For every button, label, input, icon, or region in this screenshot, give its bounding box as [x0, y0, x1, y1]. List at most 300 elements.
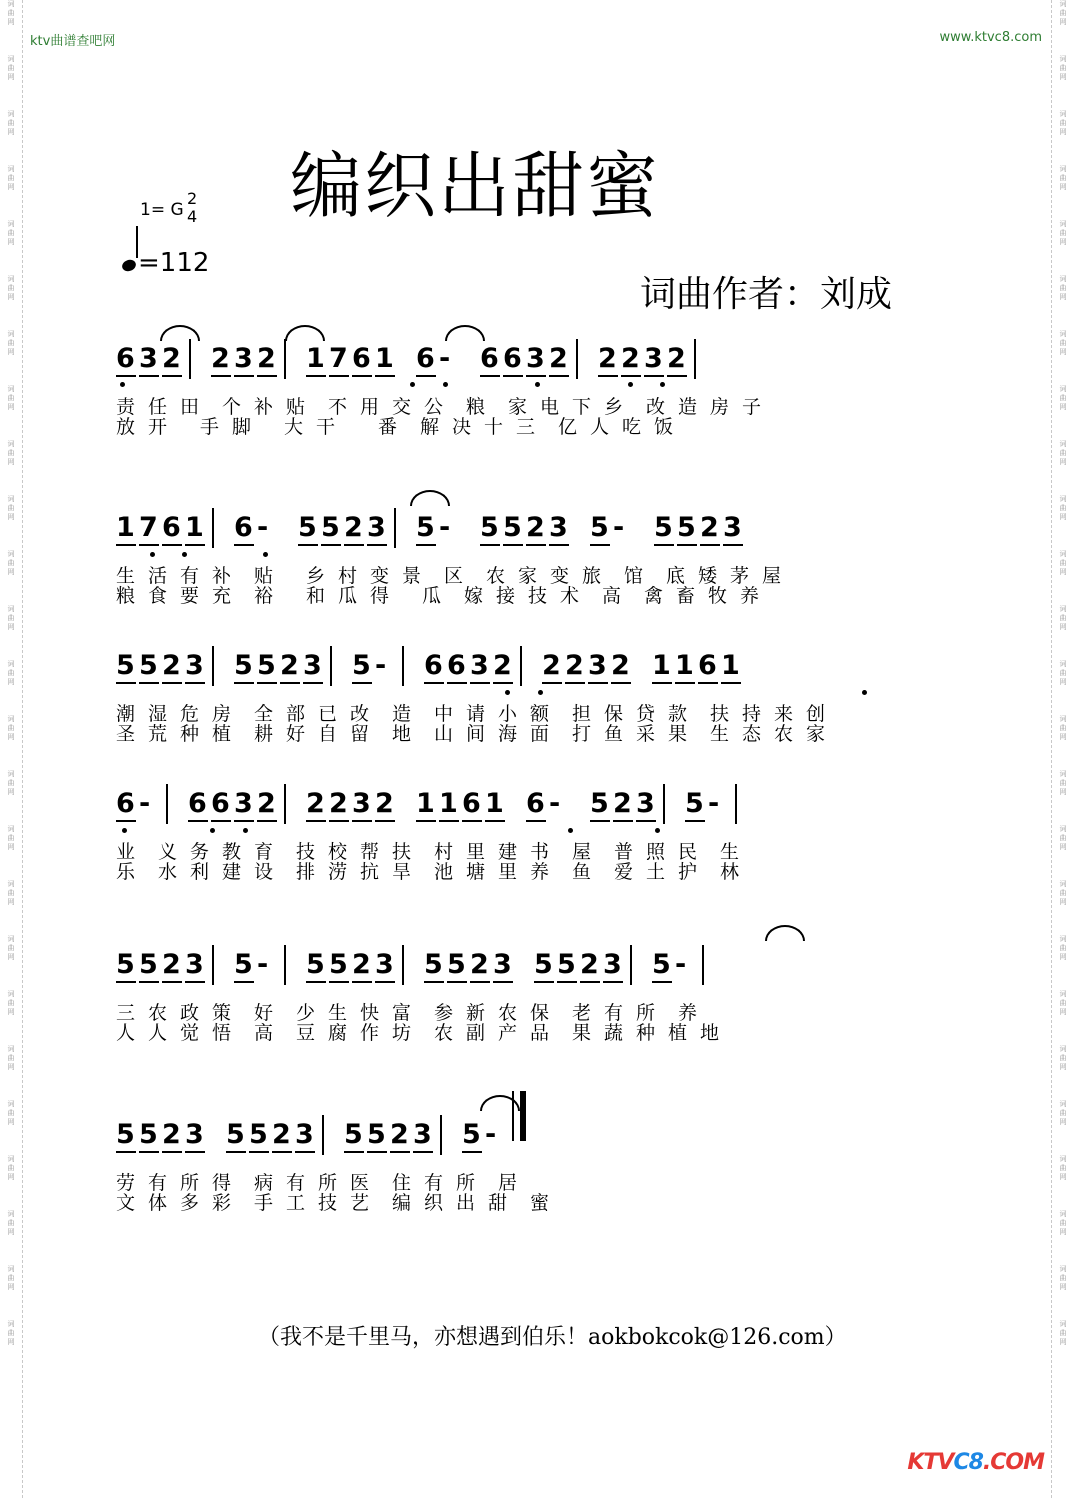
- lyric-char: 参: [434, 1002, 454, 1024]
- note-digit: 6: [526, 788, 545, 819]
- lyric-char: 术: [560, 585, 580, 607]
- lyric-char: 公: [424, 396, 444, 418]
- lyric-char: 排: [296, 861, 316, 883]
- beam-line: [590, 820, 610, 822]
- watermark-text: 词 曲 网: [7, 1320, 15, 1346]
- beam-line: [470, 981, 490, 983]
- lyric-char: 家: [508, 396, 528, 418]
- note-digit: 2: [493, 650, 512, 681]
- lyric-char: 已: [318, 703, 338, 725]
- watermark-text: 词 曲 网: [1059, 220, 1067, 246]
- beam-line: [306, 981, 326, 983]
- lyric-char: 下: [572, 396, 592, 418]
- note-digit: 3: [185, 1119, 204, 1150]
- beam-line: [226, 1151, 246, 1153]
- lyric-char: 面: [530, 723, 550, 745]
- lyric-char: 果: [668, 723, 688, 745]
- note-digit: 1: [416, 788, 435, 819]
- lyric-char: 蜜: [530, 1192, 550, 1214]
- note-digit: 3: [375, 949, 394, 980]
- beam-line: [549, 544, 569, 546]
- beam-line: [188, 820, 208, 822]
- hold-dash: -: [708, 788, 720, 819]
- lyric-char: 海: [498, 723, 518, 745]
- beam-line: [234, 981, 254, 983]
- left-margin-watermark: [0, 0, 23, 1498]
- lyric-char: 饭: [654, 416, 674, 438]
- lyric-char: 决: [452, 416, 472, 438]
- note-digit: 3: [295, 1119, 314, 1150]
- lyric-char: 三: [116, 1002, 136, 1024]
- lyric-char: 生: [116, 565, 136, 587]
- beam-line: [211, 375, 231, 377]
- beam-line: [185, 981, 205, 983]
- lyric-char: 部: [286, 703, 306, 725]
- beam-line: [493, 981, 513, 983]
- watermark-text: 词 曲 网: [7, 990, 15, 1016]
- lyric-char: 房: [212, 703, 232, 725]
- lyric-char: 持: [742, 703, 762, 725]
- watermark-text: 词 曲 网: [1059, 770, 1067, 796]
- note-digit: 6: [162, 512, 181, 543]
- note-digit: 6: [188, 788, 207, 819]
- note-digit: 3: [549, 512, 568, 543]
- lyric-char: 粮: [466, 396, 486, 418]
- lyric-char: 技: [296, 841, 316, 863]
- beam-line: [493, 682, 513, 684]
- lyric-char: 改: [646, 396, 666, 418]
- note-digit: 7: [139, 512, 158, 543]
- octave-dot: [243, 828, 248, 833]
- beam-line: [211, 820, 231, 822]
- octave-dot: [655, 828, 660, 833]
- watermark-text: 词 曲 网: [1059, 935, 1067, 961]
- beam-line: [306, 820, 326, 822]
- beam-line: [542, 682, 562, 684]
- lyric-char: 贷: [636, 703, 656, 725]
- note-digit: 5: [462, 1119, 481, 1150]
- note-digit: 3: [367, 512, 386, 543]
- note-digit: 5: [503, 512, 522, 543]
- lyric-char: 小: [498, 703, 518, 725]
- note-digit: 2: [162, 1119, 181, 1150]
- note-digit: 2: [700, 512, 719, 543]
- lyric-char: 生: [720, 841, 740, 863]
- beam-line: [367, 544, 387, 546]
- watermark-text: 词 曲 网: [1059, 1100, 1067, 1126]
- lyric-char: 改: [350, 703, 370, 725]
- beam-line: [303, 682, 323, 684]
- octave-dot: [660, 382, 665, 387]
- lyric-char: 校: [328, 841, 348, 863]
- lyric-char: 额: [530, 703, 550, 725]
- beam-line: [580, 981, 600, 983]
- watermark-text: 词 曲 网: [7, 660, 15, 686]
- note-digit: 5: [139, 1119, 158, 1150]
- watermark-text: 词 曲 网: [7, 1045, 15, 1071]
- lyric-char: 干: [316, 416, 336, 438]
- note-digit: 5: [677, 512, 696, 543]
- watermark-text: 词 曲 网: [7, 330, 15, 356]
- lyric-char: 土: [646, 861, 666, 883]
- lyric-char: 所: [636, 1002, 656, 1024]
- octave-dot: [150, 552, 155, 557]
- lyric-char: 所: [456, 1172, 476, 1194]
- lyric-char: 技: [318, 1192, 338, 1214]
- lyric-char: 请: [466, 703, 486, 725]
- beam-line: [413, 1151, 433, 1153]
- beam-line: [162, 1151, 182, 1153]
- note-digit: 5: [139, 949, 158, 980]
- watermark-text: 词 曲 网: [1059, 880, 1067, 906]
- watermark-text: 词 曲 网: [7, 55, 15, 81]
- lyric-char: 村: [434, 841, 454, 863]
- beam-line: [613, 820, 633, 822]
- watermark-text: 词 曲 网: [1059, 1045, 1067, 1071]
- lyric-char: 圣: [116, 723, 136, 745]
- note-digit: 5: [139, 650, 158, 681]
- note-digit: 1: [185, 512, 204, 543]
- lyric-char: 工: [286, 1192, 306, 1214]
- lyric-char: 吃: [622, 416, 642, 438]
- octave-dot: [263, 552, 268, 557]
- beam-line: [462, 820, 482, 822]
- note-digit: 7: [329, 343, 348, 374]
- beam-line: [503, 375, 523, 377]
- watermark-text: 词 曲 网: [1059, 0, 1067, 26]
- note-digit: 6: [116, 788, 135, 819]
- lyric-char: 有: [604, 1002, 624, 1024]
- lyric-char: 责: [116, 396, 136, 418]
- watermark-text: 词 曲 网: [7, 440, 15, 466]
- note-digit: 3: [139, 343, 158, 374]
- lyric-char: 放: [116, 416, 136, 438]
- note-digit: 5: [249, 1119, 268, 1150]
- beam-line: [375, 375, 395, 377]
- lyric-char: 有: [180, 565, 200, 587]
- octave-dot: [122, 828, 127, 833]
- octave-dot: [568, 828, 573, 833]
- note-digit: 1: [375, 343, 394, 374]
- lyric-char: 担: [572, 703, 592, 725]
- note-digit: 2: [542, 650, 561, 681]
- lyric-char: 旅: [582, 565, 602, 587]
- octave-dot: [862, 690, 867, 695]
- note-digit: 5: [344, 1119, 363, 1150]
- lyric-char: 义: [158, 841, 178, 863]
- lyric-char: 副: [466, 1022, 486, 1044]
- beam-line: [654, 544, 674, 546]
- lyric-char: 鱼: [572, 861, 592, 883]
- lyric-char: 补: [212, 565, 232, 587]
- lyric-char: 业: [116, 841, 136, 863]
- beam-line: [447, 682, 467, 684]
- tempo-value: =112: [138, 248, 210, 278]
- lyric-char: 体: [148, 1192, 168, 1214]
- octave-dot: [443, 382, 448, 387]
- note-digit: 1: [439, 788, 458, 819]
- lyric-char: 房: [710, 396, 730, 418]
- note-digit: 3: [234, 343, 253, 374]
- hold-dash: -: [613, 512, 625, 543]
- note-digit: 5: [306, 949, 325, 980]
- slur-mark: [410, 490, 450, 506]
- octave-dot: [535, 382, 540, 387]
- note-digit: 2: [613, 788, 632, 819]
- tempo-marking: [122, 248, 209, 278]
- logo-part-a: KTV: [907, 1450, 954, 1475]
- watermark-text: 词 曲 网: [1059, 825, 1067, 851]
- beam-line: [598, 375, 618, 377]
- beam-line: [329, 981, 349, 983]
- lyric-char: 高: [254, 1022, 274, 1044]
- beam-line: [375, 981, 395, 983]
- time-sig-bottom: 4: [187, 207, 198, 226]
- lyric-char: 间: [466, 723, 486, 745]
- note-digit: 3: [470, 650, 489, 681]
- beam-line: [329, 820, 349, 822]
- octave-dot: [628, 382, 633, 387]
- lyric-char: 变: [550, 565, 570, 587]
- barline: [402, 646, 404, 686]
- lyric-char: 潮: [116, 703, 136, 725]
- lyric-char: 生: [710, 723, 730, 745]
- beam-line: [675, 682, 695, 684]
- note-digit: 3: [185, 650, 204, 681]
- watermark-text: 词 曲 网: [7, 935, 15, 961]
- note-digit: 3: [493, 949, 512, 980]
- note-digit: 6: [211, 788, 230, 819]
- lyric-char: 爱: [614, 861, 634, 883]
- lyric-char: 创: [806, 703, 826, 725]
- slur-mark: [765, 925, 805, 941]
- watermark-text: 词 曲 网: [1059, 495, 1067, 521]
- beam-line: [139, 544, 159, 546]
- hold-dash: -: [675, 949, 687, 980]
- lyric-char: 乡: [604, 396, 624, 418]
- watermark-text: 词 曲 网: [1059, 1210, 1067, 1236]
- beam-line: [721, 682, 741, 684]
- lyric-char: 手: [200, 416, 220, 438]
- barline: [630, 945, 632, 985]
- barline: [284, 945, 286, 985]
- lyric-char: 养: [740, 585, 760, 607]
- beam-line: [162, 375, 182, 377]
- lyric-char: 充: [212, 585, 232, 607]
- lyric-char: 好: [286, 723, 306, 745]
- beam-line: [295, 1151, 315, 1153]
- beam-line: [298, 544, 318, 546]
- beam-line: [590, 544, 610, 546]
- lyric-char: 开: [148, 416, 168, 438]
- watermark-text: 词 曲 网: [7, 0, 15, 26]
- lyric-char: 政: [180, 1002, 200, 1024]
- lyric-char: 地: [392, 723, 412, 745]
- note-digit: 3: [588, 650, 607, 681]
- beam-line: [162, 682, 182, 684]
- note-digit: 2: [375, 788, 394, 819]
- lyric-char: 建: [222, 861, 242, 883]
- beam-line: [234, 820, 254, 822]
- lyric-char: 觉: [180, 1022, 200, 1044]
- lyric-char: 抗: [360, 861, 380, 883]
- watermark-text: 词 曲 网: [7, 495, 15, 521]
- lyric-char: 甜: [488, 1192, 508, 1214]
- time-signature: [187, 190, 197, 226]
- lyric-char: 老: [572, 1002, 592, 1024]
- lyric-char: 贴: [254, 565, 274, 587]
- beam-line: [234, 682, 254, 684]
- lyric-char: 织: [424, 1192, 444, 1214]
- watermark-text: 词 曲 网: [7, 550, 15, 576]
- lyric-char: 艺: [350, 1192, 370, 1214]
- beam-line: [416, 544, 436, 546]
- note-digit: 5: [590, 512, 609, 543]
- beam-line: [234, 544, 254, 546]
- beam-line: [352, 820, 372, 822]
- beam-line: [723, 544, 743, 546]
- note-digit: 6: [424, 650, 443, 681]
- note-digit: 5: [424, 949, 443, 980]
- slur-mark: [160, 325, 200, 341]
- watermark-text: 词 曲 网: [1059, 55, 1067, 81]
- lyric-char: 务: [190, 841, 210, 863]
- lyric-char: 生: [328, 1002, 348, 1024]
- note-digit: 2: [306, 788, 325, 819]
- author-credit: 词曲作者：刘成: [640, 274, 893, 315]
- lyric-char: 牧: [708, 585, 728, 607]
- lyric-char: 富: [392, 1002, 412, 1024]
- barline: [440, 1115, 442, 1155]
- note-digit: 2: [257, 343, 276, 374]
- barline: [212, 508, 214, 548]
- lyric-char: 态: [742, 723, 762, 745]
- lyric-char: 矮: [698, 565, 718, 587]
- note-digit: 2: [272, 1119, 291, 1150]
- slur-mark: [480, 1095, 520, 1111]
- note-digit: 5: [116, 650, 135, 681]
- lyric-char: 手: [254, 1192, 274, 1214]
- lyric-char: 有: [286, 1172, 306, 1194]
- beam-line: [257, 375, 277, 377]
- time-sig-top: 2: [187, 189, 198, 208]
- beam-line: [611, 682, 631, 684]
- barline: [166, 784, 168, 824]
- lyric-char: 扶: [710, 703, 730, 725]
- site-name: ktv曲谱查吧网: [30, 34, 116, 49]
- beam-line: [424, 981, 444, 983]
- lyric-char: 造: [678, 396, 698, 418]
- note-digit: 3: [723, 512, 742, 543]
- lyric-char: 里: [466, 841, 486, 863]
- beam-line: [116, 1151, 136, 1153]
- note-digit: 5: [257, 650, 276, 681]
- lyric-char: 有: [148, 1172, 168, 1194]
- beam-line: [139, 1151, 159, 1153]
- lyric-char: 景: [402, 565, 422, 587]
- beam-line: [139, 375, 159, 377]
- watermark-text: 词 曲 网: [1059, 275, 1067, 301]
- lyric-char: 农: [498, 1002, 518, 1024]
- note-digit: 3: [352, 788, 371, 819]
- beam-line: [162, 981, 182, 983]
- lyric-char: 接: [496, 585, 516, 607]
- watermark-text: 词 曲 网: [7, 770, 15, 796]
- lyric-char: 农: [774, 723, 794, 745]
- lyric-char: 底: [666, 565, 686, 587]
- lyric-char: 贴: [286, 396, 306, 418]
- note-digit: 5: [321, 512, 340, 543]
- barline: [212, 945, 214, 985]
- quarter-note-icon: [121, 258, 138, 273]
- beam-line: [272, 1151, 292, 1153]
- note-digit: 2: [565, 650, 584, 681]
- lyric-char: 病: [254, 1172, 274, 1194]
- note-digit: 5: [329, 949, 348, 980]
- lyric-char: 不: [328, 396, 348, 418]
- lyric-char: 番: [378, 416, 398, 438]
- lyric-char: 要: [180, 585, 200, 607]
- site-logo: [907, 1450, 1044, 1475]
- watermark-text: 词 曲 网: [1059, 550, 1067, 576]
- note-digit: 3: [303, 650, 322, 681]
- beam-line: [588, 682, 608, 684]
- beam-line: [652, 682, 672, 684]
- lyric-char: 茅: [730, 565, 750, 587]
- octave-dot: [210, 828, 215, 833]
- lyric-char: 种: [636, 1022, 656, 1044]
- lyric-char: 瓜: [338, 585, 358, 607]
- lyric-char: 得: [370, 585, 390, 607]
- note-digit: 5: [416, 512, 435, 543]
- beam-line: [685, 820, 705, 822]
- lyric-char: 民: [678, 841, 698, 863]
- watermark-text: 词 曲 网: [7, 275, 15, 301]
- note-digit: 2: [352, 949, 371, 980]
- lyric-char: 教: [222, 841, 242, 863]
- lyric-char: 新: [466, 1002, 486, 1024]
- lyric-char: 嫁: [464, 585, 484, 607]
- beam-line: [257, 682, 277, 684]
- hold-dash: -: [257, 949, 269, 980]
- note-digit: 2: [162, 343, 181, 374]
- barline: [702, 945, 704, 985]
- beam-line: [644, 375, 664, 377]
- beam-line: [424, 682, 444, 684]
- hold-dash: -: [375, 650, 387, 681]
- lyric-char: 策: [212, 1002, 232, 1024]
- barline: [394, 508, 396, 548]
- note-digit: 5: [557, 949, 576, 980]
- note-digit: 5: [298, 512, 317, 543]
- barline: [735, 784, 737, 824]
- lyric-char: 居: [498, 1172, 518, 1194]
- note-digit: 1: [652, 650, 671, 681]
- watermark-text: 词 曲 网: [7, 1210, 15, 1236]
- watermark-text: 词 曲 网: [1059, 1155, 1067, 1181]
- note-digit: 2: [580, 949, 599, 980]
- lyric-char: 危: [180, 703, 200, 725]
- lyric-char: 种: [180, 723, 200, 745]
- lyric-char: 农: [434, 1022, 454, 1044]
- note-digit: 2: [280, 650, 299, 681]
- lyric-char: 所: [318, 1172, 338, 1194]
- lyric-char: 来: [774, 703, 794, 725]
- beam-line: [116, 375, 136, 377]
- note-digit: 2: [211, 343, 230, 374]
- hold-dash: -: [549, 788, 561, 819]
- note-digit: 6: [234, 512, 253, 543]
